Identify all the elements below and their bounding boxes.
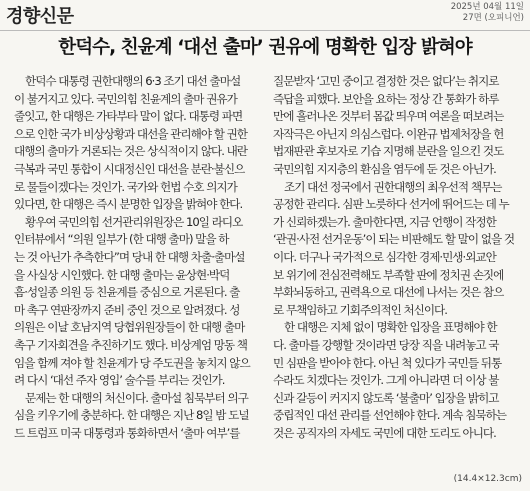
body-line: 문제는 한 대행의 처신이다. 출마설 침묵부터 의구 <box>25 390 248 405</box>
body-line: 흠·성일종 의원 등 친윤계를 중심으로 거론된다. 출 <box>14 285 240 300</box>
body-line: 있다면, 한 대행은 즉시 분명한 입장을 밝혀야 한다. <box>14 197 243 212</box>
body-line: 가 신뢰하겠는가. 출마한다면, 지금 언행이 작정한 <box>273 214 496 229</box>
body-line: 이다. 더구나 국가적으로 심각한 경제·민생·외교안 <box>273 249 496 264</box>
article-headline: 한덕수, 친윤계 ‘대선 출마’ 권유에 명확한 입장 밝혀야 <box>58 37 472 58</box>
body-line: 대행의 출마가 거론되는 것은 상식적이지 않다. 내란 <box>14 144 247 159</box>
body-line: 즉답을 피했다. 보안을 요하는 정상 간 통화가 하루 <box>273 91 499 106</box>
body-line: 법재판관 후보자로 기습 지명해 분란을 일으킨 것도 <box>273 144 504 159</box>
body-line: 것은 공직자의 자세도 국민에 대한 도리도 아니다. <box>273 425 496 440</box>
body-line: 이 불거지고 있다. 국민의힘 친윤계의 출마 권유가 <box>14 91 237 106</box>
body-line: 로 무책임하고 기회주의적인 처신이다. <box>273 302 447 317</box>
body-line: 촉구 기자회견을 추진하기도 했다. 비상계엄 망동 책 <box>14 337 247 352</box>
body-line: 보 위기에 전심전력해도 부족할 판에 정치권 손짓에 <box>273 267 504 282</box>
body-line: 줄잇고, 한 대행은 가타부타 말이 없다. 대통령 파면 <box>14 109 243 124</box>
body-line: 드 트럼프 미국 대통령과 통화하면서 ‘출마 여부’를 <box>14 425 240 440</box>
publish-date: 2025년 04월 11일 <box>450 2 524 12</box>
body-line: ‘관권·사전 선거운동’이 되는 비판해도 할 말이 없을 것 <box>273 232 515 247</box>
article-column-right <box>273 73 521 442</box>
dateline <box>451 2 524 24</box>
body-line: 수라도 치겠다는 것인가. 그게 아니라면 더 이상 불 <box>273 373 499 388</box>
body-line: 의원은 이날 호남지역 당협위원장들이 한 대행 출마 <box>14 320 245 335</box>
body-line: 극복과 국민 통합이 시대정신인 대선을 분란·불신으 <box>14 161 245 176</box>
body-line: 려 다시 ‘대선 주자 영입’ 술수를 부리는 것인가. <box>14 373 225 388</box>
body-line: 임을 함께 져야 할 친윤계가 당 주도권을 놓치지 않으 <box>14 355 250 370</box>
body-line: 황우여 국민의힘 선거관리위원장은 10일 라디오 <box>25 214 243 229</box>
body-line: 부화뇌동하고, 권력욕으로 대선에 나서는 것은 참으 <box>273 285 504 300</box>
body-line: 다. 출마를 강행할 것이라면 당장 직을 내려놓고 국 <box>273 337 499 352</box>
body-line: 민 심판을 받아야 한다. 아닌 척 있다가 국민들 뒤통 <box>273 355 502 370</box>
body-line: 한 대행은 지체 없이 명확한 입장을 표명해야 한 <box>284 320 497 335</box>
header-divider <box>0 30 530 31</box>
body-line: 공정한 관리다. 심판 노릇하다 선거에 뛰어드는 데 누 <box>273 197 509 212</box>
body-line: 인터뷰에서 “의원 일부가 (한 대행 출마) 말을 하 <box>14 232 229 247</box>
article-column-left <box>14 73 262 442</box>
body-line: 중립적인 대선 관리를 선언해야 한다. 계속 침묵하는 <box>273 408 506 423</box>
body-line: 질문받자 ‘고민 중이고 결정한 것은 없다’는 취지로 <box>273 74 499 88</box>
body-line: 을 사실상 시인했다. 한 대행 출마는 윤상현·박덕 <box>14 267 230 282</box>
clipping-size-note: (14.4×12.3cm) <box>453 474 522 484</box>
body-line: 심을 키우기에 충분하다. 한 대행은 지난 8일 밤 도널 <box>14 408 249 423</box>
masthead <box>0 0 530 30</box>
body-line: 으로 인한 국가 비상상황과 대선을 관리해야 할 권한 <box>14 126 247 141</box>
body-line: 는 것 아닌가 추측한다”며 당내 한 대행 차출·출마설 <box>14 249 245 264</box>
page-info: 27면 (오피니언) <box>462 13 524 23</box>
body-line: 로 물들이겠다는 것인가. 국가와 헌법 수호 의지가 <box>14 179 237 194</box>
body-line: 조기 대선 정국에서 권한대행의 최우선적 책무는 <box>284 179 502 194</box>
body-line: 한덕수 대통령 권한대행의 6·3 조기 대선 출마설 <box>25 74 241 88</box>
paper-name: 경향신문 <box>6 6 74 27</box>
body-line: 마 촉구 연판장까지 준비 중인 것으로 알려졌다. 성 <box>14 302 240 317</box>
body-line: 신과 갈등이 커지지 않도록 ‘불출마’ 입장을 밝히고 <box>273 390 499 405</box>
body-line: 만에 흘러나온 것부터 몸값 띄우며 여론을 떠보려는 <box>273 109 504 124</box>
body-line: 자작극은 아닌지 의심스럽다. 이완규 법제처장을 헌 <box>273 126 504 141</box>
body-line: 국민의힘 지지층의 환심을 염두에 둔 것은 아닌가. <box>273 161 496 176</box>
